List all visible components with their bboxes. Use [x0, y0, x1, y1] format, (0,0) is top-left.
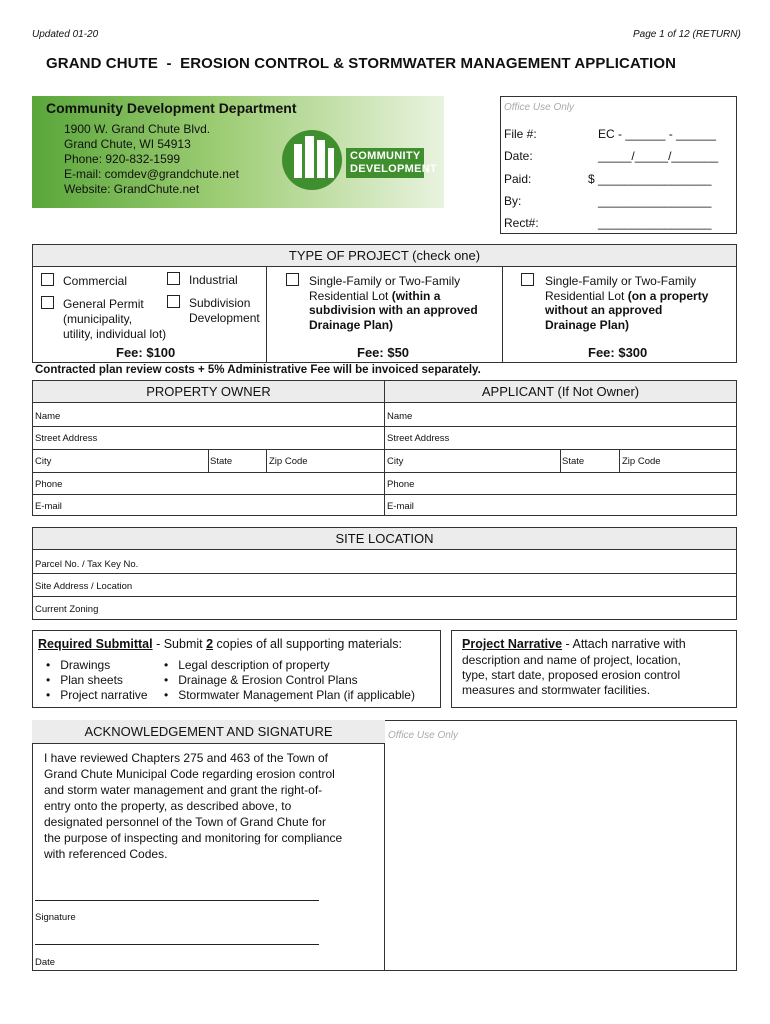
divider	[384, 402, 385, 516]
divider	[502, 266, 503, 363]
single-family-unapproved-checkbox[interactable]	[521, 273, 534, 286]
logo-text-1: COMMUNITY	[350, 150, 421, 162]
signature-label: Signature	[35, 912, 76, 923]
department-website: Website: GrandChute.net	[64, 182, 200, 196]
department-email: E-mail: comdev@grandchute.net	[64, 167, 239, 181]
signature-line[interactable]	[35, 900, 319, 901]
file-label: File #:	[504, 127, 537, 141]
date-label: Date	[35, 957, 56, 968]
sf-approved-line-2: Residential Lot (within a	[309, 289, 441, 303]
sf-approved-line-4: Drainage Plan)	[309, 318, 394, 332]
page-title: GRAND CHUTE - EROSION CONTROL & STORMWATER MANAGEMENT APPLICATION	[46, 55, 677, 72]
submittal-item-right-3: • Stormwater Management Plan (if applicable)	[164, 688, 415, 702]
divider	[266, 266, 267, 363]
office-use-signature-heading: Office Use Only	[388, 730, 459, 741]
ack-line: I have reviewed Chapters 275 and 463 of the Town of	[44, 751, 328, 765]
fee-single-family-unapproved: Fee: $300	[588, 345, 648, 360]
divider	[32, 494, 737, 495]
project-type-heading: TYPE OF PROJECT (check one)	[32, 244, 737, 267]
community-development-logo	[278, 126, 438, 190]
department-name: Community Development Department	[46, 100, 297, 116]
owner-zip-field[interactable]: Zip Code	[269, 456, 308, 467]
acknowledgement-heading: ACKNOWLEDGEMENT AND SIGNATURE	[32, 720, 385, 744]
applicant-street-field[interactable]: Street Address	[387, 433, 450, 444]
page-number: Page 1 of 12 (RETURN)	[633, 29, 741, 40]
office-use-heading: Office Use Only	[504, 102, 575, 113]
project-narrative-line-2: description and name of project, location,	[462, 653, 681, 667]
logo-text-2: DEVELOPMENT	[350, 163, 438, 175]
project-narrative-line-3: type, start date, proposed erosion control	[462, 668, 681, 682]
sf-unapproved-line-1: Single-Family or Two-Family	[545, 274, 697, 288]
rect-value[interactable]: _________________	[598, 216, 712, 230]
date-label: Date:	[504, 149, 533, 163]
required-submittal-heading: Required Submittal - Submit 2 copies of all supporting materials:	[38, 637, 403, 651]
ack-line: and storm water management and grant the right-of-	[44, 783, 323, 797]
updated-date: Updated 01-20	[32, 29, 99, 40]
applicant-heading: APPLICANT (If Not Owner)	[384, 380, 737, 403]
divider	[32, 596, 737, 597]
divider	[384, 720, 385, 971]
ack-line: Grand Chute Municipal Code regarding erosion control	[44, 767, 335, 781]
applicant-email-field[interactable]: E-mail	[387, 501, 414, 512]
sf-approved-line-3: subdivision with an approved	[309, 303, 478, 317]
site-address-field[interactable]: Site Address / Location	[35, 581, 133, 592]
paid-label: Paid:	[504, 172, 532, 186]
ack-line: entry onto the property, as described above, to	[44, 799, 292, 813]
industrial-checkbox[interactable]	[167, 272, 180, 285]
industrial-label: Industrial	[189, 273, 238, 287]
zoning-field[interactable]: Current Zoning	[35, 604, 99, 615]
general-permit-label-2: (municipality,	[63, 312, 133, 326]
sf-unapproved-line-4: Drainage Plan)	[545, 318, 630, 332]
single-family-approved-checkbox[interactable]	[286, 273, 299, 286]
site-location-heading: SITE LOCATION	[32, 527, 737, 550]
date-line[interactable]	[35, 944, 319, 945]
general-permit-checkbox[interactable]	[41, 296, 54, 309]
owner-city-field[interactable]: City	[35, 456, 52, 467]
subdivision-label-1: Subdivision	[189, 296, 251, 310]
applicant-name-field[interactable]: Name	[387, 411, 413, 422]
divider	[32, 449, 737, 450]
applicant-phone-field[interactable]: Phone	[387, 479, 415, 490]
owner-street-field[interactable]: Street Address	[35, 433, 98, 444]
project-narrative-line-4: measures and stormwater facilities.	[462, 683, 651, 697]
ack-line: with referenced Codes.	[44, 847, 168, 861]
owner-name-field[interactable]: Name	[35, 411, 61, 422]
acknowledgement-text	[44, 750, 342, 862]
date-value[interactable]: _____/_____/_______	[598, 149, 719, 163]
applicant-zip-field[interactable]: Zip Code	[622, 456, 661, 467]
rect-label: Rect#:	[504, 216, 539, 230]
by-value[interactable]: _________________	[598, 194, 712, 208]
by-label: By:	[504, 194, 522, 208]
submittal-item-right-1: • Legal description of property	[164, 658, 330, 672]
commercial-label: Commercial	[63, 274, 128, 288]
owner-state-field[interactable]: State	[210, 456, 233, 467]
ack-line: designated personnel of the Town of Grand Chute for	[44, 815, 326, 829]
applicant-city-field[interactable]: City	[387, 456, 404, 467]
divider	[32, 573, 737, 574]
parcel-field[interactable]: Parcel No. / Tax Key No.	[35, 559, 139, 570]
project-narrative-line-1: Project Narrative - Attach narrative with	[462, 637, 686, 651]
divider	[560, 449, 561, 472]
sf-unapproved-line-3: without an approved	[545, 303, 663, 317]
general-permit-label-1: General Permit	[63, 297, 144, 311]
divider	[32, 472, 737, 473]
office-use-box	[500, 96, 737, 234]
paid-value[interactable]: $ _________________	[588, 172, 712, 186]
property-owner-heading: PROPERTY OWNER	[32, 380, 385, 403]
applicant-state-field[interactable]: State	[562, 456, 585, 467]
submittal-item-right-2: • Drainage & Erosion Control Plans	[164, 673, 358, 687]
divider	[266, 449, 267, 472]
submittal-item-left-1: • Drawings	[46, 658, 111, 672]
department-phone: Phone: 920-832-1599	[64, 152, 181, 166]
divider	[619, 449, 620, 472]
general-permit-label-3: utility, individual lot)	[63, 327, 167, 341]
subdivision-label-2: Development	[189, 311, 260, 325]
commercial-checkbox[interactable]	[41, 273, 54, 286]
sf-unapproved-line-2: Residential Lot (on a property	[545, 289, 709, 303]
department-banner	[32, 96, 444, 208]
divider	[208, 449, 209, 472]
owner-email-field[interactable]: E-mail	[35, 501, 62, 512]
divider	[32, 426, 737, 427]
file-value[interactable]: EC - ______ - ______	[598, 127, 717, 141]
department-address-2: Grand Chute, WI 54913	[64, 137, 191, 151]
sf-approved-line-1: Single-Family or Two-Family	[309, 274, 461, 288]
department-address-1: 1900 W. Grand Chute Blvd.	[64, 122, 211, 136]
owner-phone-field[interactable]: Phone	[35, 479, 63, 490]
plan-review-note: Contracted plan review costs + 5% Administrative Fee will be invoiced separately.	[35, 364, 481, 376]
ack-line: the purpose of inspecting and monitoring for compliance	[44, 831, 343, 845]
submittal-item-left-2: • Plan sheets	[46, 673, 123, 687]
submittal-item-left-3: • Project narrative	[46, 688, 148, 702]
subdivision-checkbox[interactable]	[167, 295, 180, 308]
fee-commercial: Fee: $100	[116, 345, 176, 360]
fee-single-family-approved: Fee: $50	[357, 345, 410, 360]
